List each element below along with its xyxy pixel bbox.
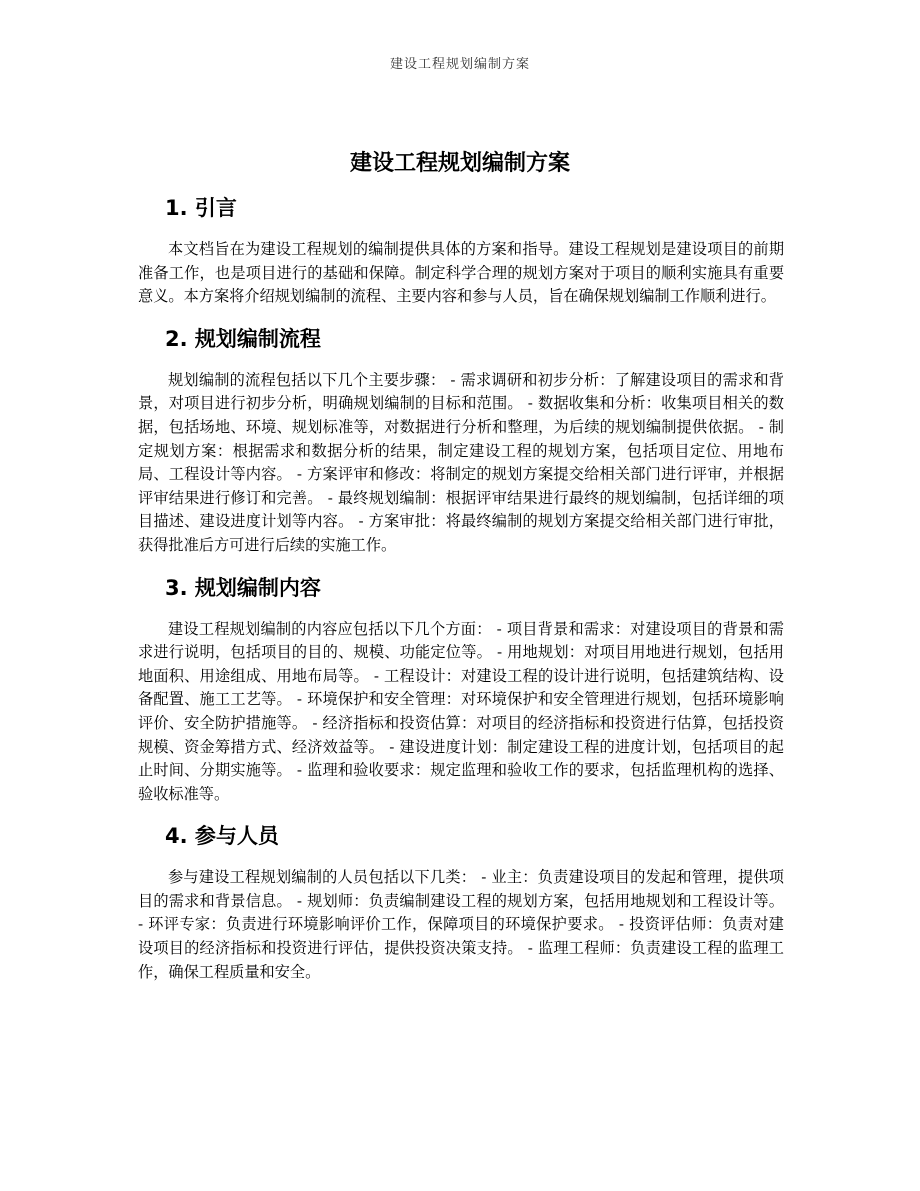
section-paragraph: 参与建设工程规划编制的人员包括以下几类： - 业主：负责建设项目的发起和管理，提供项目的需求和背景信息。 - 规划师：负责编制建设工程的规划方案，包括用地规划和工程设计等。 - 环评专家：负责进行环境影响评价工作，保障项目的环境保护要求。 - 投资评估师：负责对建设项目的经济指标和投资进行评估，提供投资决策支持。 - 监理工程师：负责建设工程的监理工作，确保工程质量和安全。	[138, 868, 784, 981]
section-participants	[138, 820, 784, 984]
section-paragraph: 规划编制的流程包括以下几个主要步骤： - 需求调研和初步分析：了解建设项目的需求和背景，对项目进行初步分析，明确规划编制的目标和范围。 - 数据收集和分析：收集项目相关的数据，包括场地、环境、规划标准等，对数据进行分析和整理，为后续的规划编制提供依据。 - 制定规划方案：根据需求和数据分析的结果，制定建设工程的规划方案，包括项目定位、用地布局、工程设计等内容。 - 方案评审和修改：将制定的规划方案提交给相关部门进行评审，并根据评审结果进行修订和完善。 - 最终规划编制：根据评审结果进行最终的规划编制，包括详细的项目描述、建设进度计划等内容。 - 方案审批：将最终编制的规划方案提交给相关部门进行审批，获得批准后方可进行后续的实施工作。	[138, 370, 784, 554]
section-introduction	[138, 192, 784, 309]
section-heading: 4. 参与人员	[165, 824, 279, 849]
document-body	[138, 192, 784, 998]
section-paragraph: 本文档旨在为建设工程规划的编制提供具体的方案和指导。建设工程规划是建设项目的前期准备工作，也是项目进行的基础和保障。制定科学合理的规划方案对于项目的顺利实施具有重要意义。本方案将介绍规划编制的流程、主要内容和参与人员，旨在确保规划编制工作顺利进行。	[138, 240, 784, 306]
section-planning-content	[138, 572, 784, 807]
section-heading: 1. 引言	[165, 196, 237, 220]
section-paragraph: 建设工程规划编制的内容应包括以下几个方面： - 项目背景和需求：对建设项目的背景和需求进行说明，包括项目的目的、规模、功能定位等。 - 用地规划：对项目用地进行规划，包括用地面积、用途组成、用地布局等。 - 工程设计：对建设工程的设计进行说明，包括建筑结构、设备配置、施工工艺等。 - 环境保护和安全管理：对环境保护和安全管理进行规划，包括环境影响评价、安全防护措施等。 - 经济指标和投资估算：对项目的经济指标和投资进行估算，包括投资规模、资金筹措方式、经济效益等。 - 建设进度计划：制定建设工程的进度计划，包括项目的起止时间、分期实施等。 - 监理和验收要求：规定监理和验收工作的要求，包括监理机构的选择、验收标准等。	[138, 619, 784, 803]
section-heading: 3. 规划编制内容	[165, 575, 321, 600]
document-title: 建设工程规划编制方案	[349, 150, 570, 176]
section-planning-process	[138, 323, 784, 558]
section-heading: 2. 规划编制流程	[165, 326, 321, 351]
running-header: 建设工程规划编制方案	[389, 57, 530, 72]
